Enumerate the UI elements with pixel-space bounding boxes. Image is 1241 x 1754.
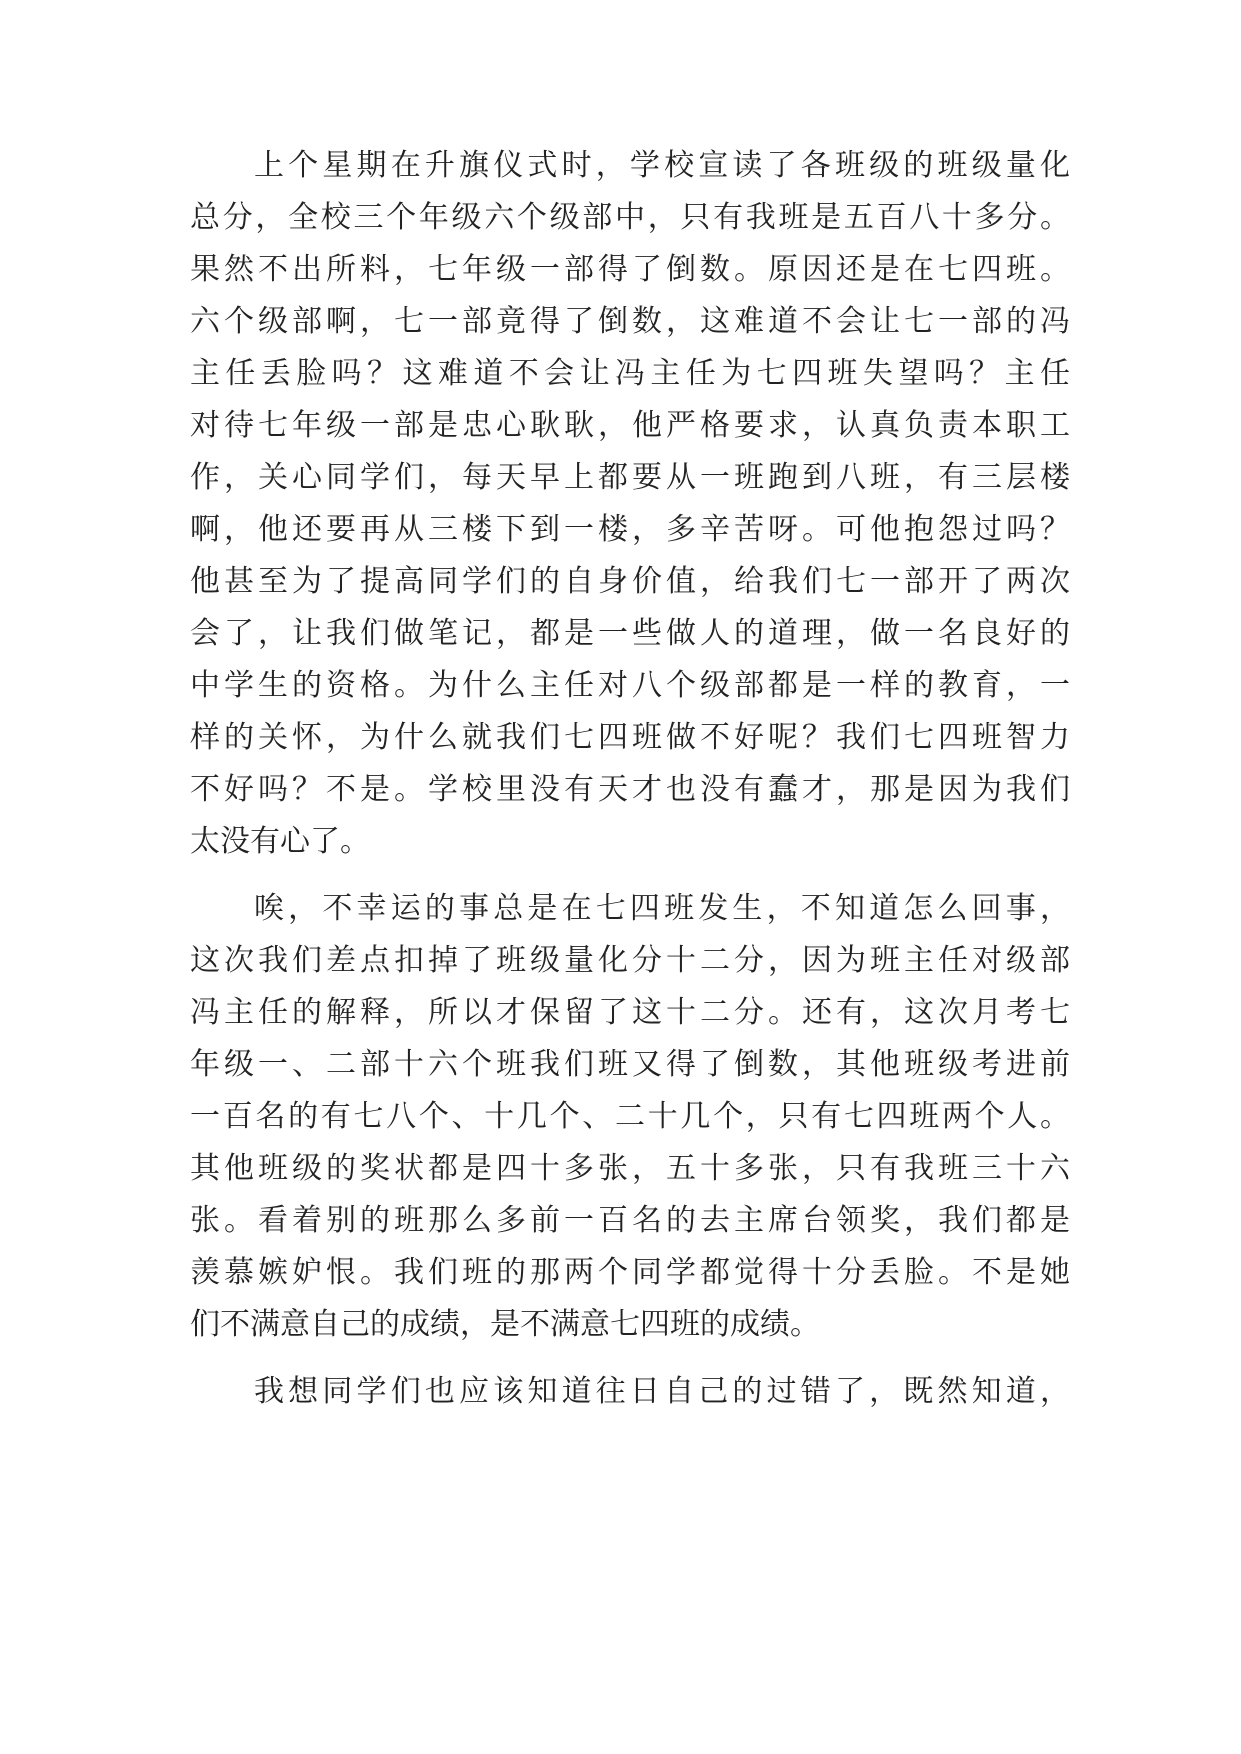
text-line: 啊，他还要再从三楼下到一楼，多辛苦呀。可他抱怨过吗？ [190, 512, 1070, 547]
text-line: 冯主任的解释，所以才保留了这十二分。还有，这次月考七 [190, 995, 1070, 1030]
text-line: 上个星期在升旗仪式时，学校宣读了各班级的班级量化 [254, 148, 1070, 183]
text-line: 对待七年级一部是忠心耿耿，他严格要求，认真负责本职工 [190, 408, 1070, 443]
text-line: 他甚至为了提高同学们的自身价值，给我们七一部开了两次 [190, 564, 1070, 599]
text-line: 作，关心同学们，每天早上都要从一班跑到八班，有三层楼 [190, 460, 1070, 495]
text-line: 会了，让我们做笔记，都是一些做人的道理，做一名良好的 [190, 616, 1070, 651]
text-line: 唉，不幸运的事总是在七四班发生，不知道怎么回事， [254, 891, 1070, 926]
text-line: 一百名的有七八个、十几个、二十几个，只有七四班两个人。 [190, 1099, 1070, 1134]
text-line: 太没有心了。 [190, 824, 370, 859]
text-line: 我想同学们也应该知道往日自己的过错了，既然知道， [254, 1374, 1070, 1409]
text-line: 们不满意自己的成绩，是不满意七四班的成绩。 [190, 1307, 820, 1342]
text-line: 主任丢脸吗？这难道不会让冯主任为七四班失望吗？主任 [190, 356, 1070, 391]
text-line: 年级一、二部十六个班我们班又得了倒数，其他班级考进前 [190, 1047, 1070, 1082]
text-line: 羡慕嫉妒恨。我们班的那两个同学都觉得十分丢脸。不是她 [190, 1255, 1070, 1290]
text-line: 样的关怀，为什么就我们七四班做不好呢？我们七四班智力 [190, 720, 1070, 755]
text-line: 这次我们差点扣掉了班级量化分十二分，因为班主任对级部 [190, 943, 1070, 978]
text-line: 果然不出所料，七年级一部得了倒数。原因还是在七四班。 [190, 252, 1070, 287]
text-line: 总分，全校三个年级六个级部中，只有我班是五百八十多分。 [190, 200, 1070, 235]
text-line: 中学生的资格。为什么主任对八个级部都是一样的教育，一 [190, 668, 1070, 703]
text-line: 其他班级的奖状都是四十多张，五十多张，只有我班三十六 [190, 1151, 1070, 1186]
text-line: 张。看着别的班那么多前一百名的去主席台领奖，我们都是 [190, 1203, 1070, 1238]
text-line: 六个级部啊，七一部竟得了倒数，这难道不会让七一部的冯 [190, 304, 1070, 339]
text-line: 不好吗？不是。学校里没有天才也没有蠢才，那是因为我们 [190, 772, 1070, 807]
